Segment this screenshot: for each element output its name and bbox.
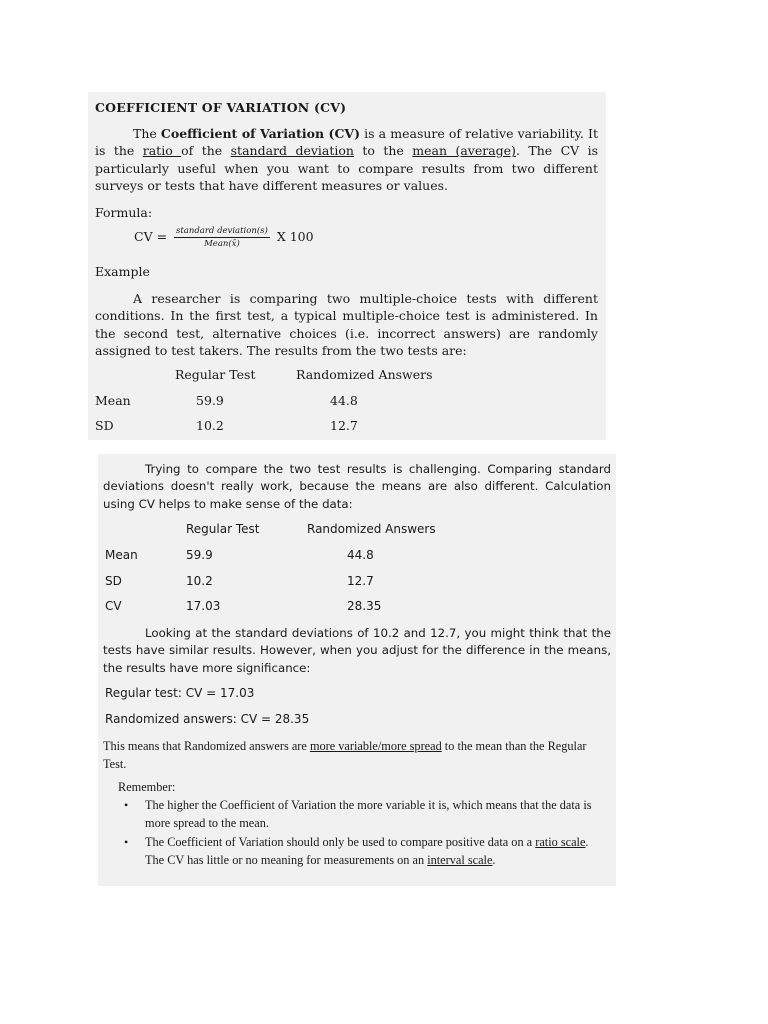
term-cv: Coefficient of Variation (CV): [160, 126, 361, 141]
table2-row-label: SD: [105, 574, 122, 588]
list-item: • The higher the Coefficient of Variation the more variable it is, which means that the data is more spread to the mean.: [124, 798, 592, 830]
intro-paragraph: The Coefficient of Variation (CV) is a measure of relative variability. It is the ratio of the standard deviation to the mean (average). The CV is particularly useful when you want to compare results from two different surveys or tests that have different measures or values.: [95, 126, 598, 193]
significance-paragraph: Looking at the standard deviations of 10.2 and 12.7, you might think that the tests have similar results. However, when you adjust for the difference in the means, the results have more significance:: [103, 626, 611, 675]
table2-header-randomized: Randomized Answers: [307, 522, 436, 536]
table1-header-regular: Regular Test: [175, 367, 256, 382]
randomized-cv-line: Randomized answers: CV = 28.35: [105, 712, 310, 726]
table2-cell: 59.9: [186, 548, 213, 562]
term-ratio: ratio: [142, 143, 182, 159]
table2-row-label: CV: [105, 599, 122, 613]
remember-label: Remember:: [118, 780, 176, 794]
table1-cell: 44.8: [330, 393, 358, 408]
table2-cell: 17.03: [186, 599, 221, 613]
table2-header-regular: Regular Test: [186, 522, 260, 536]
formula-numerator: standard deviation(s): [176, 226, 268, 236]
example-label: Example: [95, 264, 150, 279]
table2-cell: 10.2: [186, 574, 213, 588]
term-interval-scale: interval scale: [427, 852, 493, 867]
table2-cell: 44.8: [347, 548, 374, 562]
remember-list: [118, 797, 608, 871]
bullet-icon: •: [124, 798, 129, 812]
bullet-icon: •: [124, 835, 129, 849]
table1-row-label: Mean: [95, 393, 131, 408]
conclusion-paragraph: This means that Randomized answers are more variable/more spread to the mean than the Regular Test.: [103, 739, 587, 771]
formula-label: Formula:: [95, 205, 153, 220]
formula-fraction: [174, 226, 270, 249]
table1-row-label: SD: [95, 418, 114, 433]
list-item: • The Coefficient of Variation should only be used to compare positive data on a ratio scale. The CV has little or no meaning for measurements on an interval scale.: [124, 835, 589, 867]
comparison-paragraph: Trying to compare the two test results is challenging. Comparing standard deviations doesn't really work, because the means are also different. Calculation using CV helps to make sense of the data:: [103, 462, 611, 511]
term-ratio-scale: ratio scale: [535, 835, 586, 849]
table1-header-randomized: Randomized Answers: [296, 367, 433, 382]
term-mean: mean (average): [412, 143, 516, 159]
page-title: COEFFICIENT OF VARIATION (CV): [95, 100, 347, 115]
regular-cv-line: Regular test: CV = 17.03: [105, 686, 255, 700]
cv-formula: CV = $\frac{\text{standard deviation(s)}}{\text{Mean(x̄)}}$ X 100: [134, 226, 314, 249]
table2-cell: 12.7: [347, 574, 374, 588]
term-standard-deviation: standard deviation: [230, 143, 354, 159]
table1-cell: 59.9: [196, 393, 224, 408]
term-more-variable: more variable/more spread: [309, 739, 442, 753]
table1-cell: 12.7: [330, 418, 358, 433]
table1-cell: 10.2: [196, 418, 224, 433]
table2-row-label: Mean: [105, 548, 138, 562]
example-paragraph: A researcher is comparing two multiple-choice tests with different conditions. In the first test, a typical multiple-choice test is administered. In the second test, alternative choices (i.e. incorrect answers) are randomly assigned to test takers. The results from the two tests are:: [95, 291, 598, 358]
formula-denominator: Mean(x̄): [204, 239, 240, 249]
table2-cell: 28.35: [347, 599, 382, 613]
